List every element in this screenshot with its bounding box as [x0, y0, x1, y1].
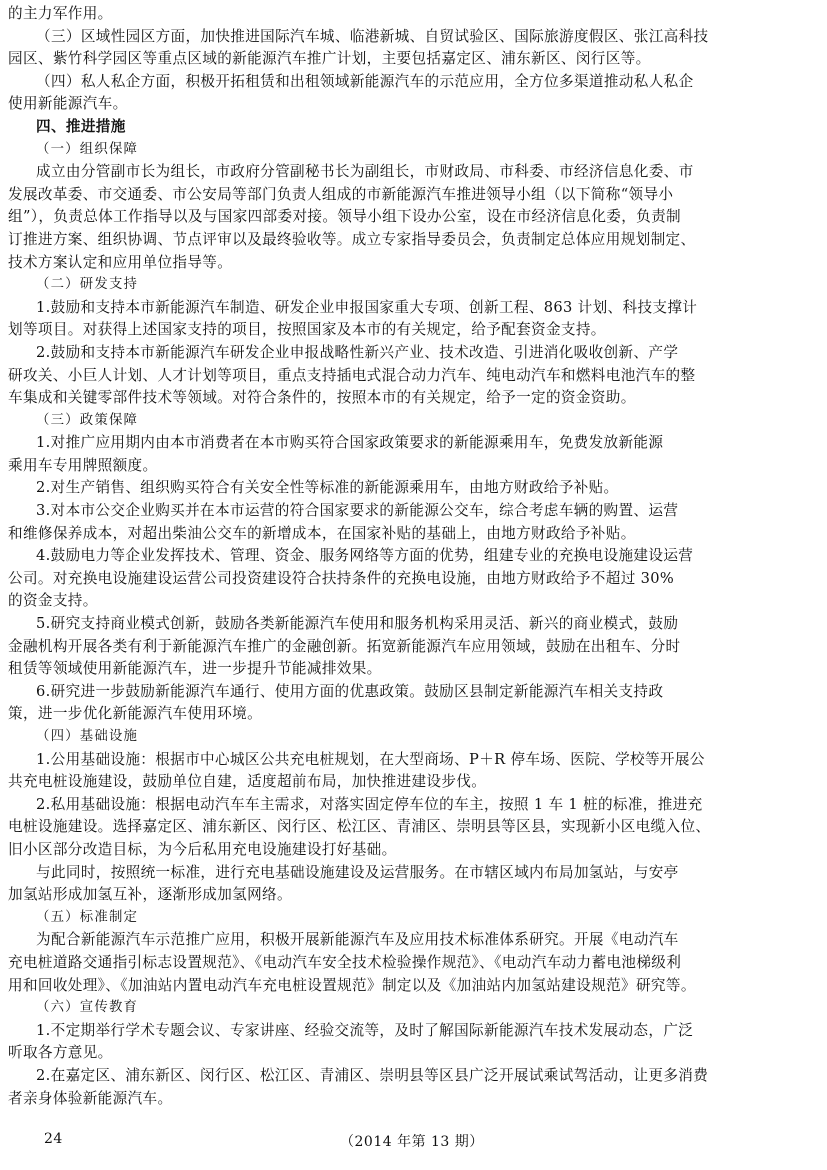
paragraph-first-line: 成立由分管副市长为组长，市政府分管副秘书长为副组长，市财政局、市科委、市经济信息化委、市: [36, 163, 694, 181]
issue-label: （2014 年第 13 期）: [340, 1134, 484, 1150]
paragraph-first-line: 2.对生产销售、组织购买符合有关安全性等标准的新能源乘用车，由地方财政给予补贴。: [36, 479, 619, 497]
page-number: 24: [44, 1131, 63, 1147]
document-body: [8, 3, 814, 1110]
text-line: 用和回收处理》、《加油站内置电动汽车充电桩设置规范》制定以及《加油站内加氢站建设规范》研究等。: [8, 976, 696, 994]
subsection-heading: （五）标准制定: [36, 909, 139, 925]
text-line: 租赁等领域使用新能源汽车，进一步提升节能减排效果。: [8, 660, 382, 678]
text-line: 园区、紫竹科学园区等重点区域的新能源汽车推广计划，主要包括嘉定区、浦东新区、闵行区等。: [8, 50, 651, 68]
paragraph-first-line: 1.鼓励和支持本市新能源汽车制造、研发企业申报国家重大专项、创新工程、863 计划、科技支撑计: [36, 298, 698, 316]
subsection-heading: （二）研发支持: [36, 277, 139, 293]
paragraph-first-line: 2.鼓励和支持本市新能源汽车研发企业申报战略性新兴产业、技术改造、引进消化吸收创新、产学: [36, 343, 679, 361]
text-line: 公司。对充换电设施建设运营公司投资建设符合扶持条件的充换电设施，由地方财政给予不超过 30%: [8, 569, 675, 587]
text-line: 加氢站形成加氢互补，逐渐形成加氢网络。: [8, 886, 292, 904]
subsection-heading: （三）政策保障: [36, 412, 139, 428]
paragraph-first-line: 为配合新能源汽车示范推广应用，积极开展新能源汽车及应用技术标准体系研究。开展《电动汽车: [36, 931, 679, 949]
text-line: 旧小区部分改造目标，为今后私用充电设施建设打好基础。: [8, 840, 397, 858]
paragraph-first-line: 2.私用基础设施：根据电动汽车车主需求，对落实固定停车位的车主，按照 1 车 1 桩的标准，推进充: [36, 795, 703, 813]
text-line: 划等项目。对获得上述国家支持的项目，按照国家及本市的有关规定，给予配套资金支持。: [8, 321, 606, 339]
text-line: 电桩设施建设。选择嘉定区、浦东新区、闵行区、松江区、青浦区、崇明县等区县，实现新小区电缆入位、: [8, 818, 711, 836]
text-line: 组”），负责总体工作指导以及与国家四部委对接。领导小组下设办公室，设在市经济信息化委，负责制: [8, 208, 681, 226]
paragraph-first-line: （三）区域性园区方面，加快推进国际汽车城、临港新城、自贸试验区、国际旅游度假区、张江高科技: [36, 27, 709, 45]
paragraph-first-line: 6.研究进一步鼓励新能源汽车通行、使用方面的优惠政策。鼓励区县制定新能源汽车相关支持政: [36, 682, 664, 700]
paragraph-first-line: 2.在嘉定区、浦东新区、闵行区、松江区、青浦区、崇明县等区县广泛开展试乘试驾活动，让更多消费: [36, 1066, 709, 1084]
paragraph-first-line: 1.对推广应用期内由本市消费者在本市购买符合国家政策要求的新能源乘用车，免费发放新能源: [36, 434, 664, 452]
subsection-heading: （四）基础设施: [36, 729, 139, 744]
paragraph-first-line: 1.不定期举行学术专题会议、专家讲座、经验交流等，及时了解国际新能源汽车技术发展动态，广泛: [36, 1021, 694, 1039]
text-line: 听取各方意见。: [8, 1044, 113, 1062]
text-line: 技术方案认定和应用单位指导等。: [8, 253, 233, 271]
text-line: 金融机构开展各类有利于新能源汽车推广的金融创新。拓宽新能源汽车应用领域，鼓励在出租车、分时: [8, 637, 681, 655]
text-line: 充电桩道路交通指引标志设置规范》、《电动汽车安全技术检验操作规范》、《电动汽车动力蓄电池梯级利: [8, 953, 682, 971]
text-line: 乘用车专用牌照额度。: [8, 456, 158, 474]
subsection-heading: （六）宣传教育: [36, 1000, 139, 1016]
text-line: 和维修保养成本，对超出柴油公交车的新增成本，在国家补贴的基础上，由地方财政给予补贴。: [8, 524, 636, 542]
text-line: 研攻关、小巨人计划、人才计划等项目，重点支持插电式混合动力汽车、纯电动汽车和燃料电池汽车的整: [8, 366, 696, 384]
text-line: 共充电桩设施建设，鼓励单位自建，适度超前布局，加快推进建设步伐。: [8, 773, 487, 791]
paragraph-first-line: 与此同时，按照统一标准，进行充电基础设施建设及运营服务。在市辖区域内布局加氢站，与安亭: [36, 863, 679, 881]
text-line: 的资金支持。: [8, 592, 98, 610]
paragraph-first-line: 1.公用基础设施：根据市中心城区公共充电桩规划，在大型商场、P＋R 停车场、医院、学校等开展公: [36, 750, 705, 768]
paragraph-first-line: （四）私人私企方面，积极开拓租赁和出租领域新能源汽车的示范应用，全方位多渠道推动私人私企: [36, 72, 694, 90]
text-line: 发展改革委、市交通委、市公安局等部门负责人组成的市新能源汽车推进领导小组（以下简称“领导小: [8, 185, 674, 203]
text-line: 订推进方案、组织协调、节点评审以及最终验收等。成立专家指导委员会，负责制定总体应用规划制定、: [8, 230, 696, 248]
paragraph-first-line: 3.对本市公交企业购买并在本市运营的符合国家要求的新能源公交车，综合考虑车辆的购置、运营: [36, 502, 679, 520]
text-line: 的主力军作用。: [8, 5, 113, 22]
section-heading: 四、推进措施: [36, 117, 126, 135]
subsection-heading: （一）组织保障: [36, 141, 139, 157]
text-line: 者亲身体验新能源汽车。: [8, 1089, 173, 1107]
text-line: 策，进一步优化新能源汽车使用环境。: [8, 705, 263, 723]
text-line: 车集成和关键零部件技术等领域。对符合条件的，按照本市的有关规定，给予一定的资金资助。: [8, 389, 636, 407]
text-line: 使用新能源汽车。: [8, 95, 128, 113]
paragraph-first-line: 5.研究支持商业模式创新，鼓励各类新能源汽车使用和服务机构采用灵活、新兴的商业模式，鼓励: [36, 615, 679, 633]
paragraph-first-line: 4.鼓励电力等企业发挥技术、管理、资金、服务网络等方面的优势，组建专业的充换电设施建设运营: [36, 547, 694, 565]
